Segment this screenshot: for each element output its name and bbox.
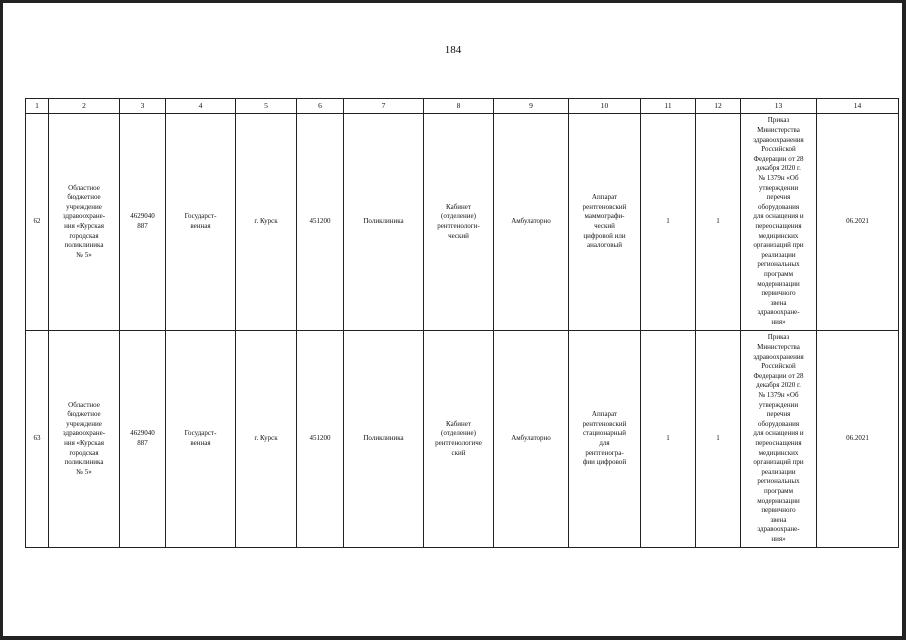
care-type-cell: Амбулаторно [494,114,569,331]
care-type-cell: Амбулаторно [494,331,569,548]
header-row [26,99,899,114]
row-number-cell: 62 [26,114,49,331]
organization-cell: Областное бюджетное учреждение здравоохране- ния «Курская городская поликлиника № 5» [49,114,120,331]
header-cell-10: 10 [569,99,641,114]
code-cell: 4629040 887 [120,114,166,331]
city-cell: г. Курск [236,331,297,548]
quantity-cell: 1 [641,331,696,548]
header-cell-12: 12 [696,99,741,114]
organization-cell: Областное бюджетное учреждение здравоохране- ния «Курская городская поликлиника № 5» [49,331,120,548]
header-cell-11: 11 [641,99,696,114]
date-cell: 06.2021 [817,114,899,331]
ownership-cell: Государст- венная [166,114,236,331]
facility-type-cell: Поликлиника [344,114,424,331]
header-cell-9: 9 [494,99,569,114]
legal-basis-cell: Приказ Министерства здравоохранения Российской Федерации от 28 декабря 2020 г. № 1379н «Об утверждении перечня оборудования для оснащения и переоснащения медицинских организаций при реализации региональных программ модернизации первичного звена здравоохране- ния» [741,331,817,548]
header-cell-7: 7 [344,99,424,114]
row-number-cell: 63 [26,331,49,548]
department-cell: Кабинет (отделение) рентгенологиче ский [424,331,494,548]
legal-basis-cell: Приказ Министерства здравоохранения Российской Федерации от 28 декабря 2020 г. № 1379н «Об утверждении перечня оборудования для оснащения и переоснащения медицинских организаций при реализации региональных программ модернизации первичного звена здравоохране- ния» [741,114,817,331]
facility-type-cell: Поликлиника [344,331,424,548]
page-number: 184 [444,44,462,56]
department-cell: Кабинет (отделение) рентгенологи- ческий [424,114,494,331]
date-cell: 06.2021 [817,331,899,548]
header-cell-2: 2 [49,99,120,114]
header-cell-5: 5 [236,99,297,114]
table-row [26,114,899,331]
header-cell-8: 8 [424,99,494,114]
header-cell-3: 3 [120,99,166,114]
header-cell-14: 14 [817,99,899,114]
equipment-cell: Аппарат рентгеновский маммографи- ческий цифровой или аналоговый [569,114,641,331]
header-cell-13: 13 [741,99,817,114]
code-cell: 4629040 887 [120,331,166,548]
equipment-cell: Аппарат рентгеновский стационарный для рентгеногра- фии цифровой [569,331,641,548]
postal-code-cell: 451200 [297,331,344,548]
postal-code-cell: 451200 [297,114,344,331]
table-row [26,331,899,548]
header-cell-4: 4 [166,99,236,114]
equipment-table [25,98,899,548]
city-cell: г. Курск [236,114,297,331]
header-cell-1: 1 [26,99,49,114]
quantity-cell: 1 [696,114,741,331]
quantity-cell: 1 [696,331,741,548]
header-cell-6: 6 [297,99,344,114]
ownership-cell: Государст- венная [166,331,236,548]
quantity-cell: 1 [641,114,696,331]
